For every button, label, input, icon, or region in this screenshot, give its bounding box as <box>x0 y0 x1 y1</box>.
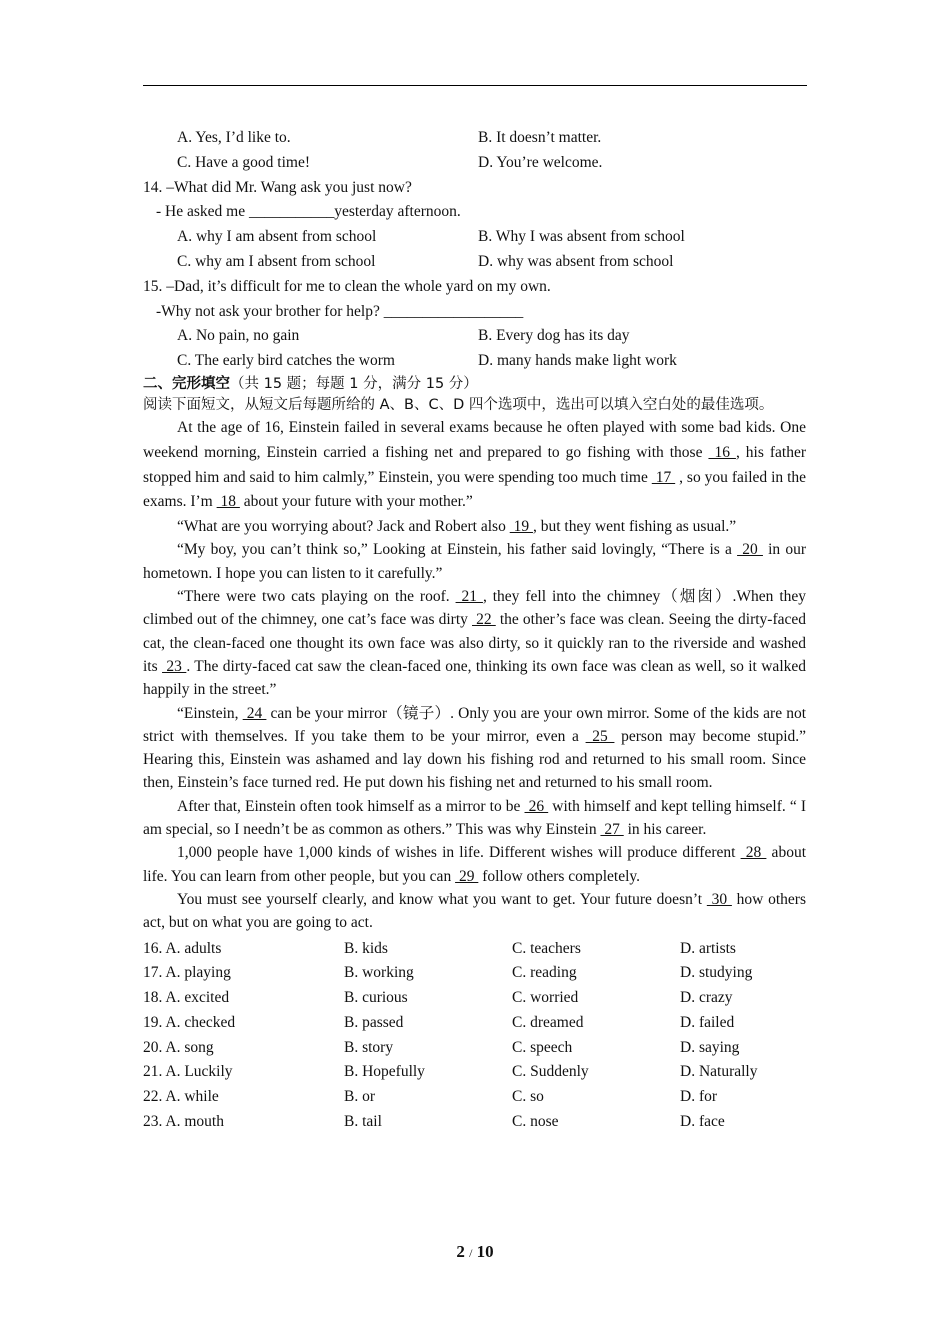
q14-stem: 14. –What did Mr. Wang ask you just now? <box>143 178 412 196</box>
q13-option-b: B. It doesn’t matter. <box>478 129 602 146</box>
choice-23-b: B. tail <box>344 1113 382 1131</box>
choice-16-d: D. artists <box>680 939 736 957</box>
section-2-title-rest: （共 15 题；每题 1 分，满分 15 分） <box>230 375 478 392</box>
choice-row-21 <box>143 1060 806 1085</box>
passage-text: , so you failed in the exams. I’m <box>143 468 807 511</box>
choice-20-a: 20. A. song <box>143 1038 214 1056</box>
blank-27: 27 <box>600 821 624 839</box>
blank-24: 24 <box>242 704 267 722</box>
passage-text: 1,000 people have 1,000 kinds of wishes in life. Different wishes will produce different <box>177 844 741 862</box>
choice-row-16 <box>143 937 806 962</box>
choice-18-a: 18. A. excited <box>143 989 230 1007</box>
passage-text: At the age of 16, Einstein failed in several exams because he often played with some bad kids. One weekend morning, Einstein carried a fishing net and prepared to go fishing with those <box>143 418 806 461</box>
choice-22-d: D. for <box>680 1088 718 1106</box>
blank-30: 30 <box>706 890 732 908</box>
passage-paragraph-2 <box>143 515 806 538</box>
passage-paragraph-4 <box>143 585 806 701</box>
blank-23: 23 <box>162 657 187 675</box>
choice-23-a: 23. A. mouth <box>143 1113 224 1131</box>
passage-text: about life. You can learn from other people, but you can <box>143 844 806 885</box>
choice-20-d: D. saying <box>680 1038 740 1056</box>
passage-text: “What are you worrying about? Jack and Robert also <box>177 518 510 536</box>
blank-16: 16 <box>708 443 736 461</box>
choice-20-b: B. story <box>344 1038 394 1056</box>
passage-text: “My boy, you can’t think so,” Looking at Einstein, his father said lovingly, “There is a <box>177 541 738 559</box>
passage-text: , but they went fishing as usual.” <box>532 518 737 536</box>
section-2-instruction: 阅读下面短文，从短文后每题所给的 A、B、C、D 四个选项中，选出可以填入空白处的最佳选项。 <box>143 396 774 413</box>
blank-26: 26 <box>524 797 549 815</box>
passage-text: After that, Einstein often took himself as a mirror to be <box>177 797 525 815</box>
q15-option-b: B. Every dog has its day <box>478 327 630 345</box>
choice-19-a: 19. A. checked <box>143 1013 236 1031</box>
q15-options-row-2 <box>143 349 806 374</box>
passage-text: can be your mirror（镜子）. Only you are your own mirror. Some of the kids are not strict with themselves. If you take them to be your mirror, even a <box>143 704 807 745</box>
choice-row-18 <box>143 986 806 1011</box>
choice-18-d: D. crazy <box>680 989 733 1007</box>
header-rule <box>143 85 807 86</box>
q13-options-row-2 <box>143 151 806 176</box>
choice-row-22 <box>143 1085 806 1110</box>
choice-17-b: B. working <box>344 964 414 982</box>
passage-text: “Einstein, <box>177 704 243 722</box>
passage-paragraph-1 <box>143 416 806 515</box>
choice-21-d: D. Naturally <box>680 1063 758 1081</box>
q13-option-d: D. You’re welcome. <box>478 153 603 171</box>
choice-23-c: C. nose <box>512 1113 559 1131</box>
passage-text: the other’s face was clean. Seeing the dirty-faced cat, the clean-faced one thought its own face was also dirty, so it quickly ran to the riverside and washed its <box>143 611 806 675</box>
blank-29: 29 <box>455 867 479 885</box>
choice-18-c: C. worried <box>512 989 579 1007</box>
section-2-title <box>143 374 806 395</box>
blank-17: 17 <box>651 468 676 486</box>
passage-text: about your future with your mother.” <box>239 493 473 511</box>
passage-text: You must see yourself clearly, and know what you want to get. Your future doesn’t <box>177 890 707 908</box>
page-current: 2 <box>456 1242 465 1261</box>
q15-stem: 15. –Dad, it’s difficult for me to clean the whole yard on my own. <box>143 277 551 295</box>
blank-21: 21 <box>455 588 483 606</box>
blank-20: 20 <box>737 541 763 559</box>
choice-23-d: D. face <box>680 1113 725 1131</box>
q15-options-row-1 <box>143 324 806 349</box>
choice-18-b: B. curious <box>344 989 408 1007</box>
q14-option-a: A. why I am absent from school <box>177 228 377 246</box>
choice-22-c: C. so <box>512 1088 544 1106</box>
choice-row-20 <box>143 1036 806 1061</box>
choice-21-a: 21. A. Luckily <box>143 1063 233 1081</box>
q13-option-a: A. Yes, I’d like to. <box>177 129 291 146</box>
q14-reply: - He asked me ___________yesterday afternoon. <box>156 203 461 221</box>
passage-text: “There were two cats playing on the roof. <box>177 588 456 606</box>
q14-option-d: D. why was absent from school <box>478 252 674 270</box>
choice-19-d: D. failed <box>680 1013 735 1031</box>
page-separator: / <box>469 1246 473 1260</box>
q15-option-c: C. The early bird catches the worm <box>177 352 395 370</box>
page-number <box>0 1242 950 1262</box>
q15-option-a: A. No pain, no gain <box>177 327 300 345</box>
q13-options-row-1 <box>143 126 806 151</box>
blank-25: 25 <box>585 727 615 745</box>
blank-19: 19 <box>509 518 533 536</box>
passage-paragraph-6 <box>143 795 806 842</box>
passage-text: . The dirty-faced cat saw the clean-faced one, thinking its own face was clean as well, so it walked happily in the street.” <box>143 657 807 699</box>
passage-text: , his father stopped him and said to him calmly,” Einstein, you were spending too much time <box>143 443 807 486</box>
passage-text: person may become stupid.” Hearing this, Einstein was ashamed and lay down his fishing rod and returned to his small room. Since then, Einstein’s face turned red. He put down his fishing net and returned to his small room. <box>143 727 806 792</box>
q14-option-c: C. why am I absent from school <box>177 252 376 270</box>
choice-row-19 <box>143 1011 806 1036</box>
q15-reply: -Why not ask your brother for help? __________________ <box>156 302 524 320</box>
passage-text: in our hometown. I hope you can listen to it carefully.” <box>143 541 807 582</box>
q15-option-d: D. many hands make light work <box>478 352 677 370</box>
page-total: 10 <box>476 1242 494 1261</box>
q14-option-b: B. Why I was absent from school <box>478 228 685 246</box>
choice-16-c: C. teachers <box>512 939 581 957</box>
passage-paragraph-8 <box>143 888 806 935</box>
choice-row-23 <box>143 1110 806 1135</box>
passage-text: follow others completely. <box>478 867 641 885</box>
choice-22-a: 22. A. while <box>143 1088 219 1106</box>
blank-18: 18 <box>216 493 240 511</box>
q13-option-c: C. Have a good time! <box>177 153 311 171</box>
passage-paragraph-5 <box>143 702 806 795</box>
choice-17-a: 17. A. playing <box>143 964 231 982</box>
passage-paragraph-7 <box>143 841 806 888</box>
choice-16-b: B. kids <box>344 939 388 957</box>
blank-22: 22 <box>472 611 496 629</box>
page-content <box>143 126 806 1135</box>
q14-options-row-1 <box>143 225 806 250</box>
passage-text: in his career. <box>623 821 707 839</box>
section-2-title-bold: 二、完形填空 <box>143 375 230 392</box>
choice-19-c: C. dreamed <box>512 1013 584 1031</box>
choice-21-b: B. Hopefully <box>344 1063 425 1081</box>
choice-19-b: B. passed <box>344 1013 404 1031</box>
choice-20-c: C. speech <box>512 1038 573 1056</box>
choice-22-b: B. or <box>344 1088 375 1106</box>
choice-21-c: C. Suddenly <box>512 1063 589 1081</box>
passage-text: , they fell into the chimney（烟囱）.When they climbed out of the chimney, one cat’s face was dirty <box>143 588 807 629</box>
passage-text: with himself and kept telling himself. “ I am special, so I needn’t be as common as others.” This was why Einstein <box>143 797 806 839</box>
blank-28: 28 <box>740 844 767 862</box>
passage-text: how others act, but on what you are going to act. <box>143 890 806 932</box>
choice-row-17 <box>143 961 806 986</box>
choice-16-a: 16. A. adults <box>143 939 222 957</box>
choice-17-c: C. reading <box>512 964 577 982</box>
choice-17-d: D. studying <box>680 964 753 982</box>
passage-paragraph-3 <box>143 538 806 585</box>
q14-options-row-2 <box>143 250 806 275</box>
